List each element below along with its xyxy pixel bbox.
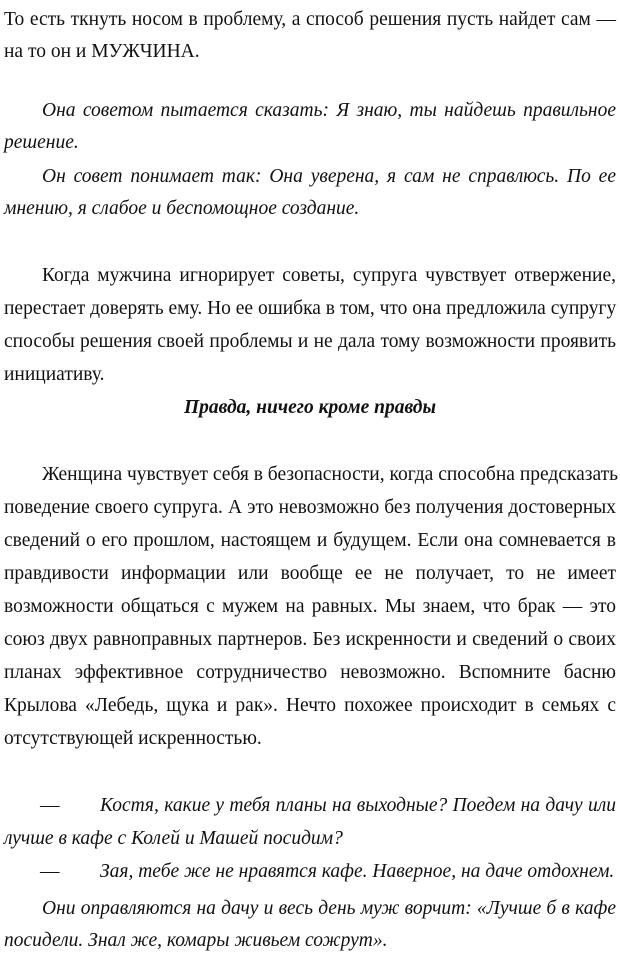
paragraph-5-line-6: союз двух равноправных партнеров. Без искренности и сведений о своих bbox=[4, 629, 616, 650]
dialogue-1-dash: — bbox=[40, 795, 60, 816]
paragraph-5-line-9: отсутствующей искренностью. bbox=[4, 728, 262, 749]
paragraph-5-line-7: планах эффективное сотрудничество невозможно. Вспомните басню bbox=[4, 662, 616, 683]
section-heading: Правда, ничего кроме правды bbox=[184, 397, 436, 418]
paragraph-4-line-3: способы решения своей проблемы и не дала тому возможности проявить bbox=[4, 331, 616, 352]
paragraph-6-line-1: Они оправляются на дачу и весь день муж ворчит: «Лучше б в кафе bbox=[42, 898, 616, 919]
paragraph-2-line-1: Она советом пытается сказать: Я знаю, ты найдешь правильное bbox=[42, 100, 616, 121]
paragraph-5-line-4: правдивости информации или вообще ее не получает, то не имеет bbox=[4, 563, 616, 584]
paragraph-5-line-2: поведение своего супруга. А это невозможно без получения достоверных bbox=[4, 497, 616, 518]
dialogue-1-line-1 bbox=[4, 793, 616, 819]
paragraph-1-line-2: на то он и МУЖЧИНА. bbox=[4, 41, 200, 62]
paragraph-3-line-1: Он совет понимает так: Она уверена, я сам не справлюсь. По ее bbox=[42, 166, 616, 187]
paragraph-3-line-2: мнению, я слабое и беспомощное создание. bbox=[4, 198, 360, 219]
paragraph-4-line-4: инициативу. bbox=[4, 364, 105, 385]
paragraph-5-line-1: Женщина чувствует себя в безопасности, когда способна предсказать bbox=[42, 464, 619, 485]
paragraph-5-line-8: Крылова «Лебедь, щука и рак». Нечто похожее происходит в семьях с bbox=[4, 695, 616, 716]
paragraph-4-line-2: перестает доверять ему. Но ее ошибка в том, что она предложила супругу bbox=[4, 298, 617, 319]
paragraph-1-line-1: То есть ткнуть носом в проблему, а способ решения пусть найдет сам — bbox=[4, 9, 616, 30]
paragraph-4-line-1: Когда мужчина игнорирует советы, супруга чувствует отвержение, bbox=[42, 265, 616, 286]
dialogue-2-dash: — bbox=[40, 861, 60, 882]
paragraph-5-line-3: сведений о его прошлом, настоящем и будущем. Если она сомневается в bbox=[4, 530, 616, 551]
paragraph-5-line-5: возможности общаться с мужем на равных. Мы знаем, что брак — это bbox=[4, 596, 616, 617]
paragraph-6-line-2: посидели. Знал же, комары живьем сожрут». bbox=[4, 930, 388, 951]
dialogue-1-line-2: лучше в кафе с Колей и Машей посидим? bbox=[4, 828, 343, 849]
dialogue-2-line-1 bbox=[4, 859, 616, 885]
paragraph-2-line-2: решение. bbox=[4, 132, 79, 153]
dialogue-2-text: Зая, тебе же не нравятся кафе. Наверное, на даче отдохнем. bbox=[100, 861, 615, 882]
dialogue-1-text: Костя, какие у тебя планы на выходные? Поедем на дачу или bbox=[100, 795, 616, 816]
